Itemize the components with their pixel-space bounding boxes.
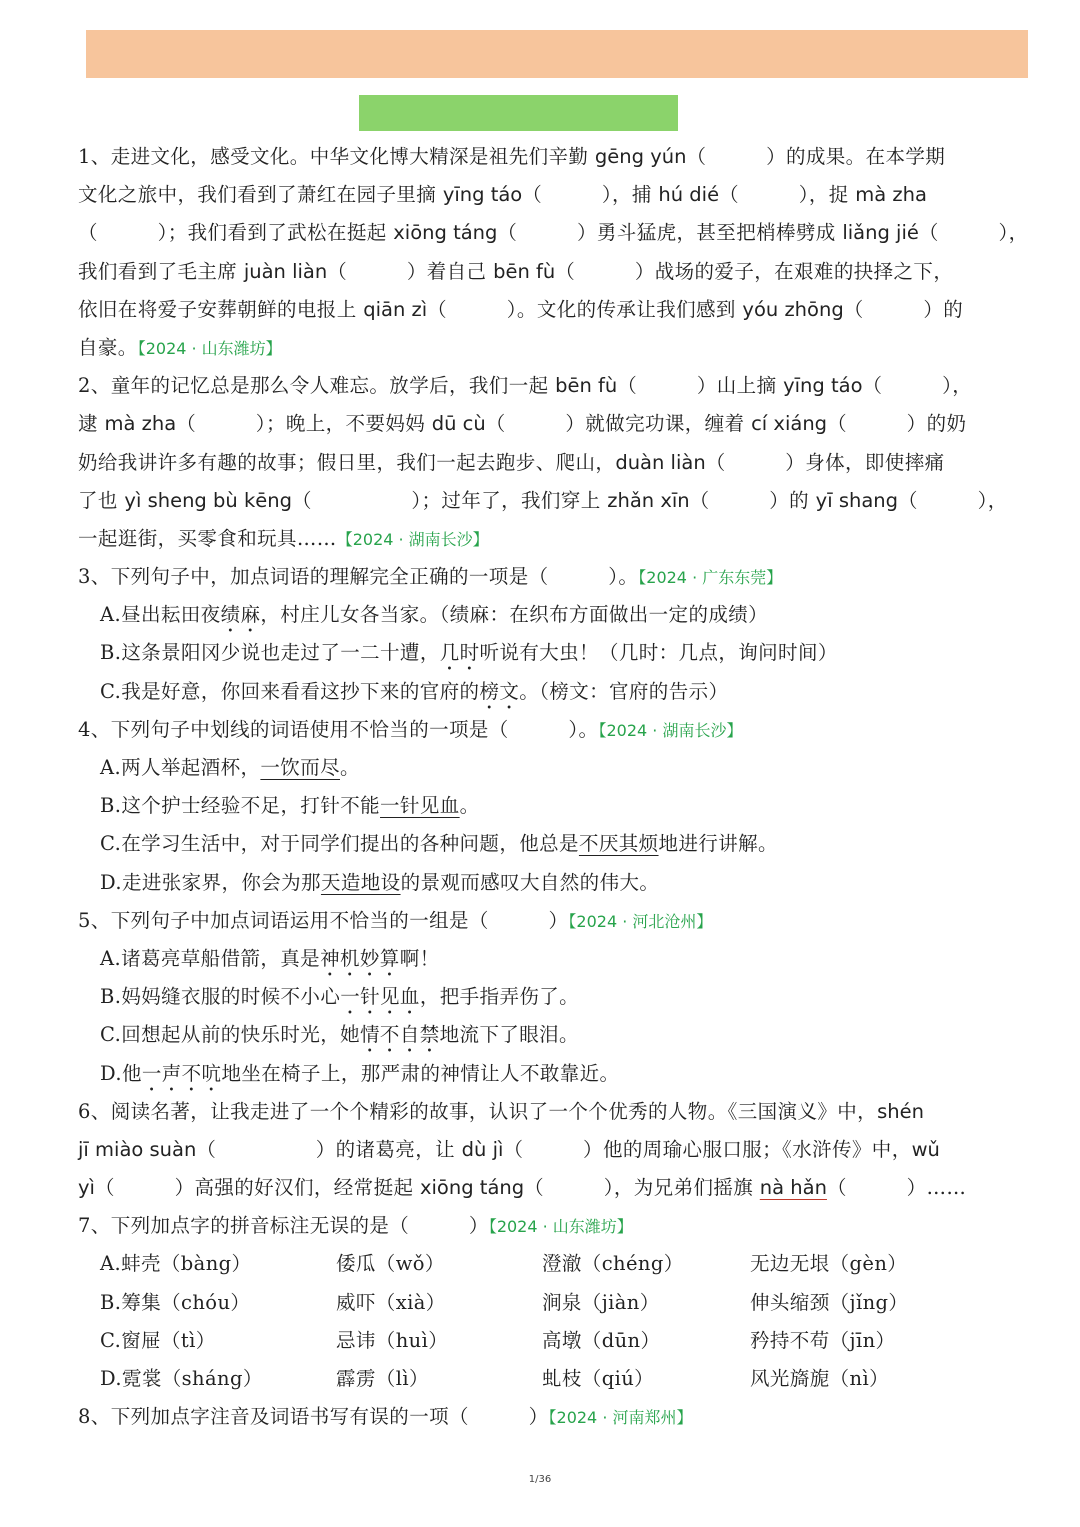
underlined-word: 一针见血: [380, 794, 460, 818]
source-tag: 【2024 · 山东潍坊】: [488, 1217, 633, 1237]
q6-line-2: [78, 1131, 1008, 1169]
q7-option-c: [78, 1322, 1008, 1360]
q5-option-b: [78, 978, 1008, 1016]
section-title-tab: [359, 95, 678, 131]
option-cell: 霹雳（lì）: [336, 1367, 429, 1390]
q3-stem: [78, 558, 1008, 596]
question-stem: 7、下列加点字的拼音标注无误的是（ ）: [78, 1214, 489, 1238]
dotted-word: 一针见血: [340, 985, 420, 1009]
pinyin: yī shang: [815, 488, 899, 512]
pinyin: dū cù: [431, 412, 486, 436]
q3-option-b: [78, 634, 1008, 672]
text: （ ），: [898, 488, 1008, 512]
pinyin: zhǎn xīn: [607, 488, 690, 512]
dotted-word: 一声不吭: [141, 1061, 222, 1085]
pinyin: jī miào suàn: [78, 1137, 197, 1161]
pinyin: liǎng jié: [842, 221, 919, 245]
q8-stem: [78, 1398, 1008, 1436]
text: （ ）山上摘: [617, 374, 784, 398]
text: （ ）勇斗猛虎，甚至把梢棒劈成: [497, 221, 843, 245]
q2-line-1: [78, 367, 1008, 405]
pinyin: mà zha: [104, 412, 177, 436]
source-tag: 【2024 · 河南郑州】: [548, 1408, 693, 1428]
text: （ ）高强的好汉们，经常挺起: [94, 1176, 420, 1200]
option-cell: 高墩（dūn）: [542, 1328, 661, 1352]
q1-line-1: [78, 138, 1008, 176]
text: 。（榜文：官府的告示）: [519, 679, 729, 703]
text: 地流下了眼泪。: [439, 1023, 579, 1047]
text: （ ）他的周瑜心服口服；《水浒传》中，: [503, 1137, 912, 1161]
dotted-word: 榜文: [479, 679, 520, 703]
text: （ ）。文化的传承让我们感到: [427, 297, 743, 321]
dotted-word: 绩麻: [220, 603, 261, 627]
option-cell: 澄澈（chéng）: [542, 1252, 684, 1276]
text: B.这条景阳冈少说也走过了一二十遭，: [100, 641, 440, 665]
text: ，把手指弄伤了。: [419, 985, 580, 1009]
dotted-word: 几时: [439, 641, 480, 665]
option-cell: 倭瓜（wǒ）: [336, 1252, 445, 1276]
text: A.诸葛亮草船借箭，真是: [100, 946, 321, 970]
text: 依旧在将爱子安葬朝鲜的电报上: [78, 297, 364, 321]
q1-line-2: [78, 176, 1008, 214]
text: （ ）的诸葛亮，让: [196, 1137, 462, 1161]
page-number: 1/36: [528, 1474, 552, 1485]
source-tag: 【2024 · 湖南长沙】: [598, 720, 743, 740]
question-stem: 4、下列句子中划线的词语使用不恰当的一项是（ ）。: [78, 717, 599, 741]
q5-option-c: [78, 1016, 1008, 1054]
option-cell: 矜持不苟（jīn）: [750, 1328, 896, 1352]
text: （ ），捉: [719, 183, 856, 207]
text: （ ）；过年了，我们穿上: [291, 488, 608, 512]
text: 。: [340, 756, 360, 779]
text: 地进行讲解。: [658, 832, 778, 856]
pinyin: duàn liàn: [615, 450, 706, 474]
text: D.走进张家界，你会为那: [100, 870, 321, 894]
source-tag: 【2024 · 广东东莞】: [638, 568, 783, 588]
option-cell: 伸头缩颈（jǐng）: [750, 1290, 909, 1314]
underlined-word: 一饮而尽: [260, 756, 340, 779]
q2-line-5: [78, 520, 1008, 558]
text: （ ）的奶: [827, 412, 967, 436]
text: 。: [459, 794, 480, 818]
q4-stem: [78, 711, 1008, 749]
text: （ ）的成果。在本学期: [686, 145, 946, 168]
option-cell: 虬枝（qiú）: [542, 1367, 655, 1390]
pinyin-underlined: nà hǎn: [759, 1176, 827, 1200]
pinyin: bēn fù: [555, 374, 618, 398]
option-cell: B.筹集（chóu）: [100, 1290, 251, 1314]
pinyin: yì: [78, 1176, 95, 1200]
text: 的景观而感叹大自然的伟大。: [400, 870, 660, 894]
text: （ ）着自己: [327, 259, 494, 283]
q1-line-5: [78, 291, 1008, 329]
pinyin: yīng táo: [442, 183, 523, 207]
q4-option-a: [78, 749, 1008, 787]
pinyin: cí xiáng: [751, 412, 828, 436]
header-banner: [86, 30, 1028, 78]
q5-option-a: [78, 940, 1008, 978]
text: C.我是好意，你回来看看这抄下来的官府的: [100, 679, 480, 703]
option-cell: 忌讳（huì）: [336, 1328, 449, 1352]
text: C.回想起从前的快乐时光，她: [100, 1023, 361, 1047]
option-cell: 风光旖旎（nì）: [750, 1367, 889, 1390]
text: 一起逛街，买零食和玩具……: [78, 526, 337, 550]
underlined-word: 天造地设: [320, 870, 401, 894]
q7-stem: [78, 1207, 1008, 1245]
pinyin: bēn fù: [493, 259, 556, 283]
pinyin: gēng yún: [594, 145, 687, 168]
text: 了也: [78, 488, 125, 512]
text: （ ）的: [689, 488, 816, 512]
question-stem: 3、下列句子中，加点词语的理解完全正确的一项是（ ）。: [78, 565, 639, 589]
q1-line-4: [78, 253, 1008, 291]
q1-line-6: [78, 329, 1008, 367]
q4-option-b: [78, 787, 1008, 825]
dotted-word: 神机妙算: [320, 946, 400, 970]
pinyin: yì sheng bù kēng: [124, 488, 292, 512]
q6-line-1: [78, 1093, 1008, 1131]
pinyin: xiōng táng: [419, 1176, 525, 1200]
pinyin: mà zha: [855, 183, 927, 207]
worksheet-content: [78, 138, 1029, 1436]
option-cell: 涧泉（jiàn）: [542, 1290, 660, 1314]
q7-option-b: [78, 1284, 1008, 1322]
text: 地坐在椅子上，那严肃的神情让人不敢靠近。: [221, 1061, 620, 1085]
text: （ ）就做完功课，缠着: [485, 412, 752, 436]
text: （ ），: [918, 221, 1029, 245]
text: （ ）……: [826, 1176, 967, 1200]
q3-option-a: [78, 596, 1008, 634]
q4-option-d: [78, 864, 1008, 902]
pinyin: wǔ: [911, 1137, 940, 1161]
text: B.这个护士经验不足，打针不能: [100, 794, 381, 818]
pinyin: xiōng táng: [393, 221, 498, 245]
text: 啊！: [399, 946, 440, 970]
underlined-word: 不厌其烦: [578, 832, 659, 856]
question-stem: 8、下列加点字注音及词语书写有误的一项（ ）: [78, 1405, 549, 1429]
q5-stem: [78, 902, 1008, 940]
text: （ ）；我们看到了武松在挺起: [78, 221, 394, 245]
text: （ ）身体，即使摔痛: [705, 450, 945, 474]
pinyin: shén: [877, 1099, 924, 1123]
q2-line-3: [78, 444, 1008, 482]
text: 2、童年的记忆总是那么令人难忘。放学后，我们一起: [78, 374, 556, 398]
source-tag: 【2024 · 山东潍坊】: [137, 338, 282, 358]
option-cell: A.蚌壳（bàng）: [100, 1252, 252, 1276]
text: 逮: [78, 412, 105, 436]
pinyin: dù jì: [461, 1137, 504, 1161]
pinyin: juàn liàn: [243, 259, 328, 283]
text: 6、阅读名著，让我走进了一个个精彩的故事，认识了一个个优秀的人物。《三国演义》中，: [78, 1099, 878, 1123]
text: 奶给我讲许多有趣的故事；假日里，我们一起去跑步、爬山，: [78, 450, 616, 474]
text: A.昼出耘田夜: [100, 603, 221, 627]
q3-option-c: [78, 673, 1008, 711]
option-cell: 无边无垠（gèn）: [750, 1252, 908, 1276]
source-tag: 【2024 · 湖南长沙】: [336, 529, 489, 549]
q7-option-a: [78, 1245, 1008, 1283]
text: C.在学习生活中，对于同学们提出的各种问题，他总是: [100, 832, 579, 856]
text: D.他: [100, 1061, 142, 1085]
option-cell: C.窗屉（tì）: [100, 1328, 216, 1352]
q6-line-3: [78, 1169, 1008, 1207]
source-tag: 【2024 · 河北沧州】: [568, 911, 713, 931]
text: A.两人举起酒杯，: [100, 756, 261, 779]
text: 1、走进文化，感受文化。中华文化博大精深是祖先们辛勤: [78, 145, 595, 168]
text: （ ）的: [843, 297, 964, 321]
q2-line-2: [78, 405, 1008, 443]
text: （ ）战场的爱子，在艰难的抉择之下，: [555, 259, 954, 283]
q5-option-d: [78, 1055, 1008, 1093]
text: 我们看到了毛主席: [78, 259, 244, 283]
text: 听说有大虫！（几时：几点，询问时间）: [479, 641, 838, 665]
q4-option-c: [78, 825, 1008, 863]
text: （ ），: [862, 374, 973, 398]
pinyin: qiān zì: [363, 297, 428, 321]
text: 自豪。: [78, 335, 138, 359]
dotted-word: 情不自禁: [360, 1023, 440, 1047]
pinyin: yīng táo: [783, 374, 863, 398]
option-cell: D.霓裳（sháng）: [100, 1367, 263, 1390]
question-stem: 5、下列句子中加点词语运用不恰当的一组是（ ）: [78, 908, 569, 932]
option-cell: 威吓（xià）: [336, 1290, 446, 1314]
q2-line-4: [78, 482, 1008, 520]
text: 文化之旅中，我们看到了萧红在园子里摘: [78, 183, 443, 207]
q1-line-3: [78, 214, 1029, 252]
q7-option-d: [78, 1360, 1008, 1398]
pinyin: hú dié: [658, 183, 720, 207]
text: （ ）；晚上，不要妈妈: [176, 412, 432, 436]
pinyin: yóu zhōng: [742, 297, 844, 321]
text: ，村庄儿女各当家。（绩麻：在织布方面做出一定的成绩）: [260, 603, 769, 627]
text: （ ），为兄弟们摇旗: [524, 1176, 760, 1200]
text: （ ），捕: [522, 183, 659, 207]
text: B.妈妈缝衣服的时候不小心: [100, 985, 341, 1009]
